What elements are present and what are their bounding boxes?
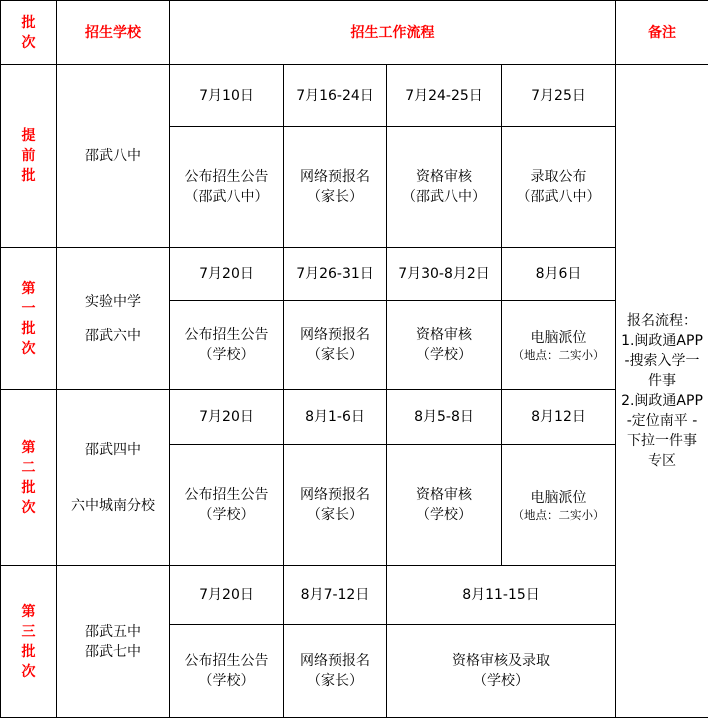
step-cell: 公布招生公告 （学校）	[170, 301, 284, 390]
date-cell: 7月25日	[502, 65, 616, 127]
step-cell: 网络预报名 （家长）	[284, 127, 387, 248]
header-process: 招生工作流程	[170, 1, 616, 65]
school-cell-1	[57, 248, 170, 390]
date-cell: 7月10日	[170, 65, 284, 127]
batch-label-early: 提 前 批	[1, 65, 57, 248]
school-name: 六中城南分校	[71, 497, 155, 514]
date-cell: 7月20日	[170, 390, 284, 445]
step-cell: 公布招生公告 （邵武八中）	[170, 127, 284, 248]
header-note: 备注	[616, 1, 708, 65]
batch-3-dates-row	[1, 566, 708, 625]
school-name: 实验中学	[85, 293, 141, 310]
step-cell: 资格审核 （邵武八中）	[387, 127, 502, 248]
date-cell: 7月30-8月2日	[387, 248, 502, 301]
header-row	[1, 1, 708, 65]
date-cell: 8月6日	[502, 248, 616, 301]
step-cell: 资格审核 （学校）	[387, 445, 502, 566]
header-batch: 批 次	[1, 1, 57, 65]
school-name: 邵武八中	[85, 148, 141, 164]
school-name: 邵武七中	[85, 643, 141, 660]
school-name: 邵武六中	[85, 327, 141, 344]
note-cell: 报名流程： 1.闽政通APP -搜索入学一 件事 2.闽政通APP -定位南平 - 下拉一件事 专区	[616, 65, 708, 718]
date-cell: 7月26-31日	[284, 248, 387, 301]
school-cell-3	[57, 566, 170, 718]
date-cell: 7月24-25日	[387, 65, 502, 127]
step-cell: 网络预报名 （家长）	[284, 301, 387, 390]
school-name: 邵武四中	[85, 441, 141, 458]
school-cell-2	[57, 390, 170, 566]
date-cell: 7月16-24日	[284, 65, 387, 127]
step-cell: 电脑派位 （地点：二实小）	[502, 301, 616, 390]
step-cell: 资格审核 （学校）	[387, 301, 502, 390]
batch-2-dates-row	[1, 390, 708, 445]
batch-label-3: 第 三 批 次	[1, 566, 57, 718]
date-cell: 7月20日	[170, 566, 284, 625]
step-cell: 资格审核及录取 （学校）	[387, 625, 616, 718]
school-name: 邵武五中	[85, 623, 141, 640]
date-cell: 8月1-6日	[284, 390, 387, 445]
step-cell: 电脑派位 （地点：二实小）	[502, 445, 616, 566]
step-cell: 网络预报名 （家长）	[284, 445, 387, 566]
header-school: 招生学校	[57, 1, 170, 65]
batch-early-dates-row	[1, 65, 708, 127]
step-cell: 网络预报名 （家长）	[284, 625, 387, 718]
step-cell: 公布招生公告 （学校）	[170, 445, 284, 566]
step-cell: 公布招生公告 （学校）	[170, 625, 284, 718]
date-cell: 8月12日	[502, 390, 616, 445]
date-cell: 7月20日	[170, 248, 284, 301]
date-cell: 8月11-15日	[387, 566, 616, 625]
school-cell-early	[57, 65, 170, 248]
date-cell: 8月7-12日	[284, 566, 387, 625]
date-cell: 8月5-8日	[387, 390, 502, 445]
batch-label-2: 第 二 批 次	[1, 390, 57, 566]
batch-label-1: 第 一 批 次	[1, 248, 57, 390]
batch-1-dates-row	[1, 248, 708, 301]
step-cell: 录取公布 （邵武八中）	[502, 127, 616, 248]
